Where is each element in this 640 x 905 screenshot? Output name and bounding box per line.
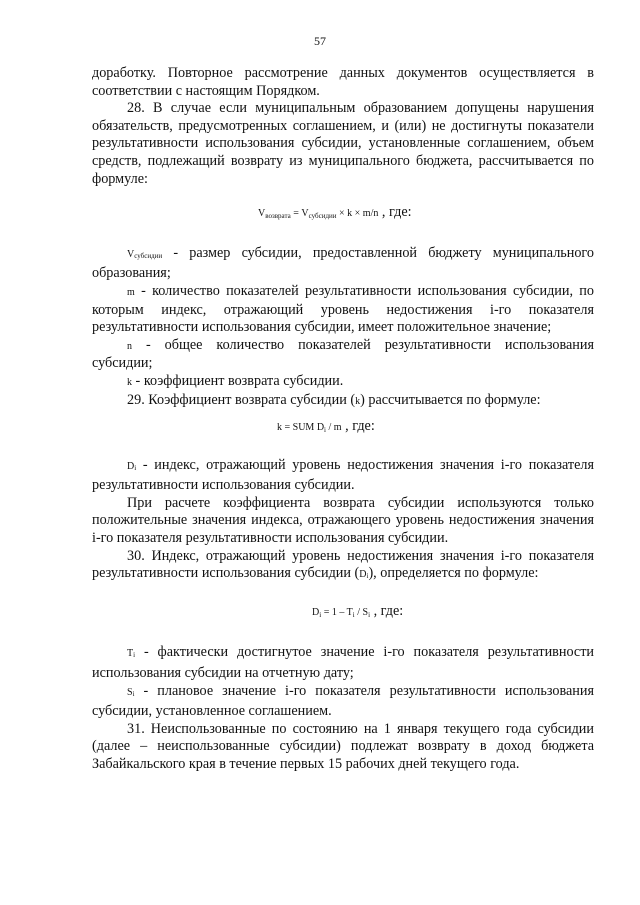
definition-d bbox=[92, 457, 594, 495]
def-v-symbol: V bbox=[127, 248, 135, 260]
formula1-eq: = bbox=[290, 208, 302, 220]
formula1-sub2: субсидии bbox=[308, 212, 337, 221]
formula3-a: D bbox=[312, 606, 320, 618]
paragraph-31: 31. Неиспользованные по состоянию на 1 января текущего года субсидии (далее – неиспользованные субсидии) подлежат возврату в доход бюджета Забайкальского края в течение первых 15 рабочих дней текущего года. bbox=[92, 720, 594, 772]
definition-k bbox=[92, 373, 594, 392]
definition-v-subsidy bbox=[92, 245, 594, 283]
formula1-v1: V bbox=[258, 208, 266, 220]
def-k-text: - коэффициент возврата субсидии. bbox=[132, 372, 344, 389]
def-s-text: - плановое значение i-го показателя результативности использования субсидии, установленное соглашением. bbox=[92, 682, 594, 720]
def-t-text: - фактически достигнутое значение i-го показателя результативности использования субсидии на отчетную дату; bbox=[92, 644, 594, 682]
formula3-sub-a: i bbox=[319, 610, 322, 619]
def-v-text: - размер субсидии, предоставленной бюджету муниципального образования; bbox=[92, 244, 594, 282]
def-t-symbol: T bbox=[127, 648, 134, 660]
def-t-sub: i bbox=[133, 651, 136, 660]
formula-return-coefficient bbox=[92, 418, 594, 440]
def-v-sub: субсидии bbox=[134, 251, 163, 260]
formula3-b: = 1 – T bbox=[321, 606, 353, 618]
formula2-sub: i bbox=[324, 426, 326, 435]
document-body bbox=[92, 65, 594, 774]
def-n-text: - общее количество показателей результативности использования субсидии; bbox=[92, 336, 594, 372]
formula1-sub1: возврата bbox=[265, 212, 291, 221]
p29-symbol: k bbox=[355, 395, 361, 407]
definition-t bbox=[92, 644, 594, 682]
def-s-symbol: S bbox=[127, 686, 133, 698]
def-d-sub: i bbox=[134, 463, 137, 472]
formula-return-volume bbox=[92, 204, 594, 226]
paragraph-29 bbox=[92, 392, 594, 411]
formula1-v2: V bbox=[301, 208, 309, 220]
page-number: 57 bbox=[314, 34, 326, 48]
paragraph-continuation: доработку. Повторное рассмотрение данных документов осуществляется в соответствии с настоящим Порядком. bbox=[92, 65, 594, 99]
formula3-c: / S bbox=[354, 606, 369, 618]
definition-m bbox=[92, 283, 594, 337]
formula-index bbox=[92, 603, 594, 625]
formula1-tail: , где: bbox=[378, 204, 412, 221]
def-m-symbol: m bbox=[127, 286, 135, 298]
formula3-sub-b: i bbox=[352, 610, 355, 619]
formula1-rest: × k × m/n bbox=[336, 208, 379, 220]
def-m-text: - количество показателей результативности использования субсидии, по которым индекс, отражающий уровень недостижения i-го показателя результативности использования субсидии, имеет положительное значение; bbox=[92, 282, 594, 336]
definition-s bbox=[92, 683, 594, 721]
def-s-sub: i bbox=[132, 689, 135, 698]
p30-sub: i bbox=[366, 572, 369, 581]
formula3-tail: , где: bbox=[370, 602, 404, 619]
p29-before: 29. Коэффициент возврата субсидии ( bbox=[127, 391, 356, 408]
p29-after: ) рассчитывается по формуле: bbox=[360, 391, 541, 408]
formula2-b: / m bbox=[326, 422, 342, 434]
def-n-symbol: n bbox=[127, 340, 132, 352]
formula2-a: k = SUM D bbox=[277, 422, 325, 434]
def-d-text: - индекс, отражающий уровень недостижения значения i-го показателя результативности использования субсидии. bbox=[92, 456, 594, 494]
p30-symbol: D bbox=[359, 569, 367, 581]
def-k-symbol: k bbox=[127, 376, 132, 388]
formula2-tail: , где: bbox=[341, 418, 375, 435]
definition-n bbox=[92, 337, 594, 373]
p30-before: 30. Индекс, отражающий уровень недостижения значения i-го показателя результативности использования субсидии ( bbox=[92, 547, 594, 582]
paragraph-30 bbox=[92, 548, 594, 586]
p30-after: ), определяется по формуле: bbox=[368, 565, 539, 582]
paragraph-28: 28. В случае если муниципальным образованием допущены нарушения обязательств, предусмотренных соглашением, и (или) не достигнуты показатели результативности использования субсидии, установленные соглашением, объем средств, подлежащий возврату из муниципального бюджета, рассчитывается по формуле: bbox=[92, 100, 594, 187]
formula3-sub-c: i bbox=[368, 610, 371, 619]
def-d-symbol: D bbox=[127, 460, 135, 472]
paragraph-calculation-note: При расчете коэффициента возврата субсидии используются только положительные значения индекса, отражающего уровень недостижения значения i-го показателя результативности использования субсидии. bbox=[92, 494, 594, 547]
